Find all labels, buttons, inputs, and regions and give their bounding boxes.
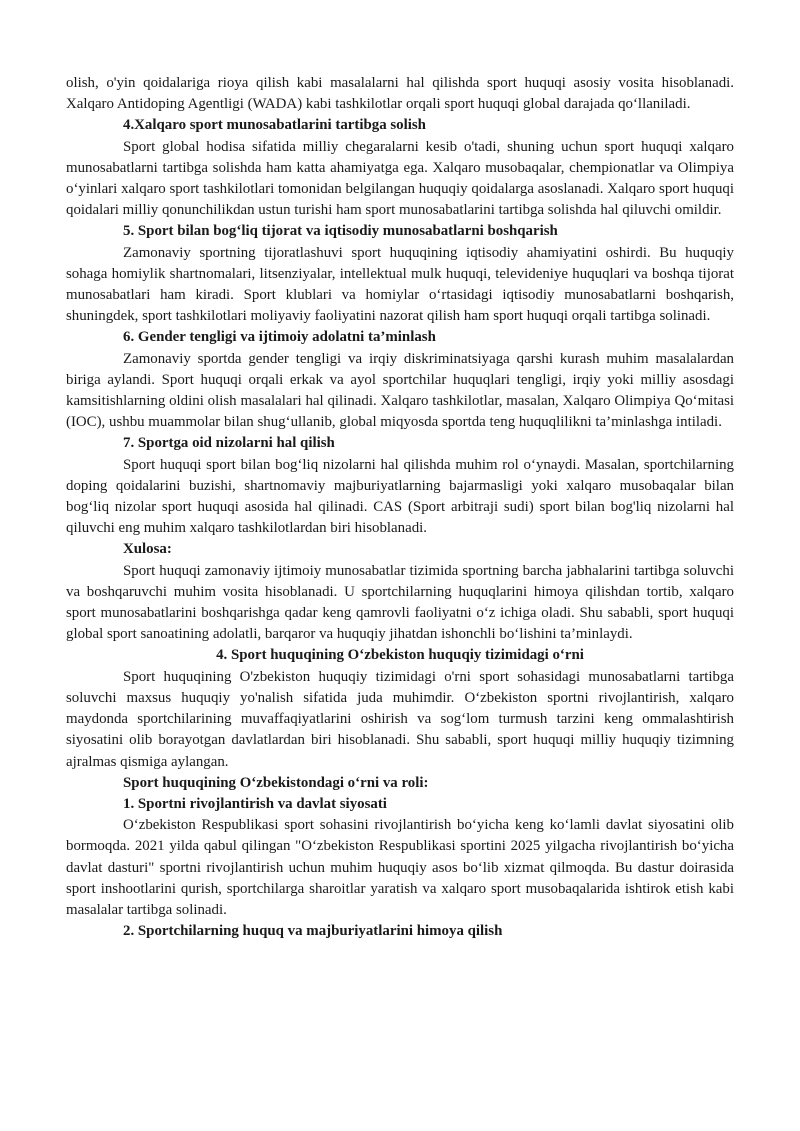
paragraph-state-policy: O‘zbekiston Respublikasi sport sohasini rivojlantirish bo‘yicha keng ko‘lamli davlat siyosatini olib bormoqda. 2021 yilda qabul qilingan "O‘zbekiston Respublikasi sportini 2025 yilgacha rivojlantirish bo‘yicha davlat dasturi" sportni rivojlantirish uchun muhim huquqiy asos bo‘lib xizmat qilmoqda. Bu dastur doirasida sport inshootlarini qurish, sportchilarga sharoitlar yaratish va xalqaro sport musobaqalarida ishtirok etish kabi masalalar tartibga solinadi. bbox=[66, 817, 734, 918]
paragraph-dispute-resolution: Sport huquqi sport bilan bog‘liq nizolarni hal qilishda muhim rol o‘ynaydi. Masalan, sportchilarning doping qoidalarini buzishi, shartnomaviy majburiyatlarning bajarmasligi yoki xalqaro musobaqalar bilan bog‘liq nizolar sport huquqi asosida hal qilinadi. CAS (Sport arbitraji sudi) sport bilan bog'liq nizolarni hal qiluvchi eng muhim xalqaro tashkilotlardan biri hisoblanadi. bbox=[66, 456, 734, 537]
paragraph-wada: olish, o'yin qoidalariga rioya qilish kabi masalalarni hal qilishda sport huquqi asosiy vosita hisoblanadi. Xalqaro Antidoping Agentligi (WADA) kabi tashkilotlar orqali sport huquqi global darajada qo‘llaniladi. bbox=[66, 75, 734, 113]
heading-conclusion: Xulosa: bbox=[123, 541, 172, 558]
section-title-uzbekistan: 4. Sport huquqining O‘zbekiston huquqiy tizimidagi o‘rni bbox=[216, 647, 584, 664]
paragraph-commercial-relations: Zamonaviy sportning tijoratlashuvi sport huquqining iqtisodiy ahamiyatini oshirdi. Bu huquqiy sohaga homiylik shartnomalari, litsenziyalar, intellektual mulk huquqi, televideniye huquqlari va boshqa tijorat munosabatlari ham kiradi. Sport klublari va homiylar o‘rtasidagi iqtisodiy munosabatlarni boshqarish, shuningdek, sport tashkilotlari moliyaviy faoliyatini nazorat qilish ham sport huquqi orqali tartibga solinadi. bbox=[66, 244, 734, 325]
heading-athlete-rights: 2. Sportchilarning huquq va majburiyatlarini himoya qilish bbox=[123, 923, 503, 940]
document-page bbox=[66, 73, 734, 942]
paragraph-conclusion: Sport huquqi zamonaviy ijtimoiy munosabatlar tizimida sportning barcha jabhalarini tartibga soluvchi va boshqaruvchi muhim vosita hisoblanadi. U sportchilarning huquqlarini himoya qilishdan tortib, xalqaro sport munosabatlarini boshqarishga qadar keng qamrovli faoliyatni o‘z ichiga oladi. Shu sababli, sport huquqi global sport sanoatining adolatli, barqaror va huquqiy jihatdan ishonchli bo‘lishini ta’minlaydi. bbox=[66, 562, 734, 643]
paragraph-gender-equality: Zamonaviy sportda gender tengligi va irqiy diskriminatsiyaga qarshi kurash muhim masalalardan biriga aylandi. Sport huquqi orqali erkak va ayol sportchilar huquqlari tengligi, irqiy yoki milliy asosdagi kamsitishlarning oldini olish masalalari hal qilinadi. Xalqaro tashkilotlar, masalan, Xalqaro Olimpiya Qo‘mitasi (IOC), ushbu muammolar bilan shug‘ullanib, global miqyosda sportda teng huquqlilikni ta’minlashga intiladi. bbox=[66, 350, 734, 431]
heading-gender-equality: 6. Gender tengligi va ijtimoiy adolatni ta’minlash bbox=[123, 329, 436, 346]
heading-state-policy: 1. Sportni rivojlantirish va davlat siyosati bbox=[123, 795, 387, 812]
heading-international-relations: 4.Xalqaro sport munosabatlarini tartibga solish bbox=[123, 117, 426, 134]
paragraph-uzbekistan-intro: Sport huquqining O'zbekiston huquqiy tizimidagi o'rni sport sohasidagi munosabatlarni tartibga soluvchi maxsus huquqiy yo'nalish sifatida juda muhimdir. O‘zbekiston sportni rivojlantirish, xalqaro maydonda sportchilarining muvaffaqiyatlarini oshirish va sog‘lom turmush tarzini keng ommalashtirish siyosatini olib borayotgan davlatlardan biri hisoblanadi. Shu sababli, sport huquqi milliy huquqiy tizimning ajralmas qismiga aylangan. bbox=[66, 668, 734, 770]
heading-role-in-uzbekistan: Sport huquqining O‘zbekistondagi o‘rni va roli: bbox=[123, 774, 429, 791]
heading-dispute-resolution: 7. Sportga oid nizolarni hal qilish bbox=[123, 435, 335, 452]
heading-commercial-relations: 5. Sport bilan bog‘liq tijorat va iqtisodiy munosabatlarni boshqarish bbox=[123, 223, 558, 240]
paragraph-international-relations: Sport global hodisa sifatida milliy chegaralarni kesib o'tadi, shuning uchun sport huquqi xalqaro munosabatlarni tartibga solishda ham katta ahamiyatga ega. Xalqaro musobaqalar, chempionatlar va Olimpiya o‘yinlari xalqaro sport tashkilotlari tomonidan belgilangan huquqiy qoidalarga asoslanadi. Xalqaro sport huquqi qoidalari milliy qonunchilikdan ustun turishi ham sport munosabatlarini tartibga solishda hal qiluvchi omildir. bbox=[66, 138, 734, 219]
